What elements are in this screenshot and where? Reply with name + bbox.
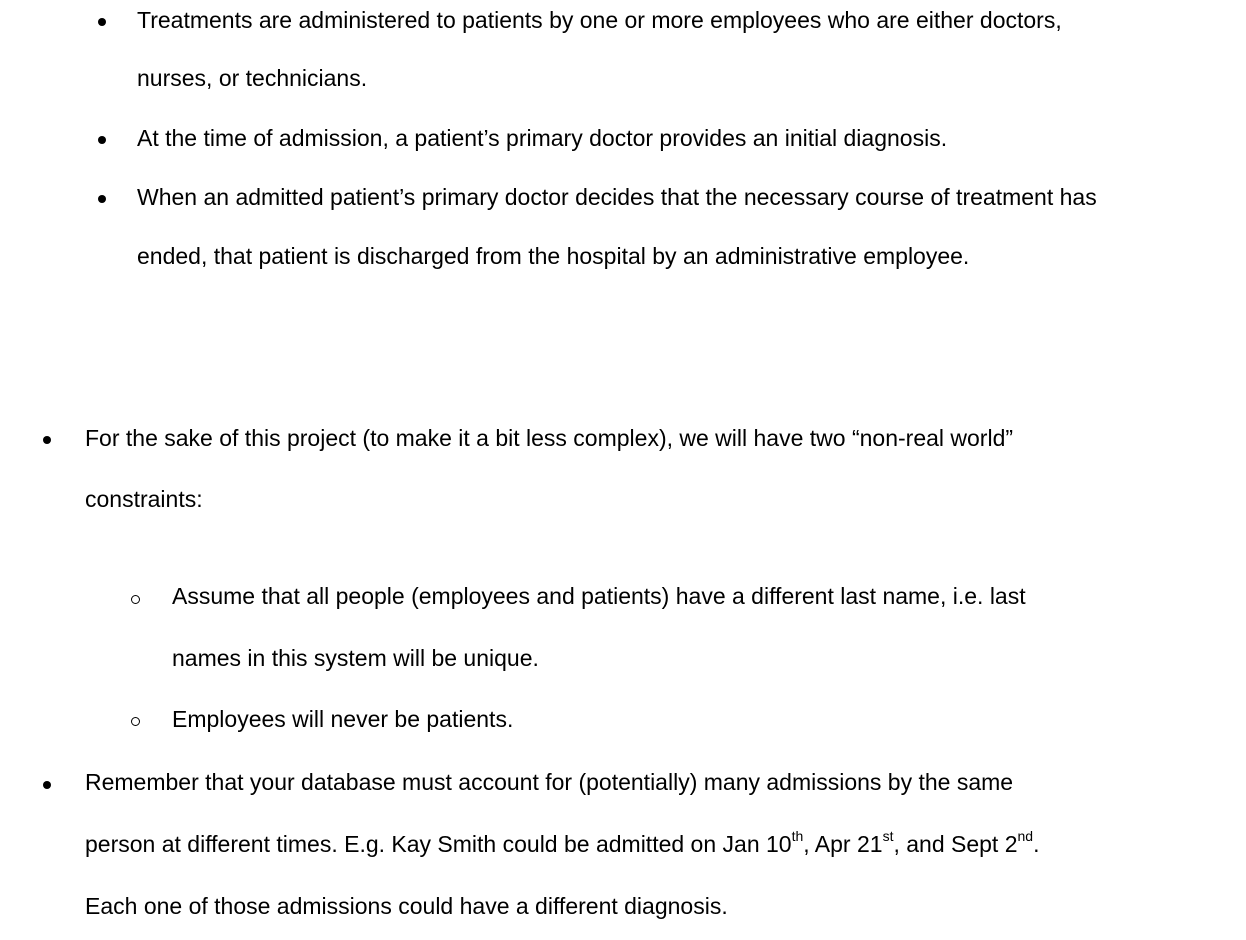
text-fragment: . <box>1033 831 1040 857</box>
list-item-text: Treatments are administered to patients by one or more employees who are either doctors, <box>137 7 1062 33</box>
bullet-icon <box>98 136 106 144</box>
list-item-text: Remember that your database must account for (potentially) many admissions by the same <box>85 769 1014 795</box>
list-item-text: When an admitted patient’s primary doctor decides that the necessary course of treatment has <box>137 184 1097 210</box>
bullet-icon <box>43 781 51 789</box>
superscript: st <box>882 828 894 845</box>
sub-item-text: Assume that all people (employees and patients) have a different last name, i.e. last <box>172 583 1026 609</box>
list-item-text: nurses, or technicians. <box>137 65 368 91</box>
superscript: nd <box>1017 828 1034 845</box>
text-fragment: , and Sept 2 <box>893 831 1018 857</box>
list-item-text: ended, that patient is discharged from the hospital by an administrative employee. <box>137 243 970 269</box>
circle-bullet-icon <box>131 595 140 604</box>
sub-item-text: Employees will never be patients. <box>172 706 514 732</box>
list-item-text: Each one of those admissions could have a different diagnosis. <box>85 893 728 919</box>
text-fragment: person at different times. E.g. Kay Smith could be admitted on Jan 10 <box>85 831 792 857</box>
list-item-text: For the sake of this project (to make it a bit less complex), we will have two “non-real world” <box>85 425 1014 451</box>
bullet-icon <box>43 436 51 444</box>
circle-bullet-icon <box>131 717 140 726</box>
superscript: th <box>791 828 804 845</box>
sub-item-text: names in this system will be unique. <box>172 645 539 671</box>
list-item-text <box>85 830 1039 858</box>
bullet-icon <box>98 18 106 26</box>
list-item-text: constraints: <box>85 486 203 512</box>
text-fragment: , Apr 21 <box>803 831 883 857</box>
bullet-icon <box>98 195 106 203</box>
list-item-text: At the time of admission, a patient’s primary doctor provides an initial diagnosis. <box>137 125 948 151</box>
